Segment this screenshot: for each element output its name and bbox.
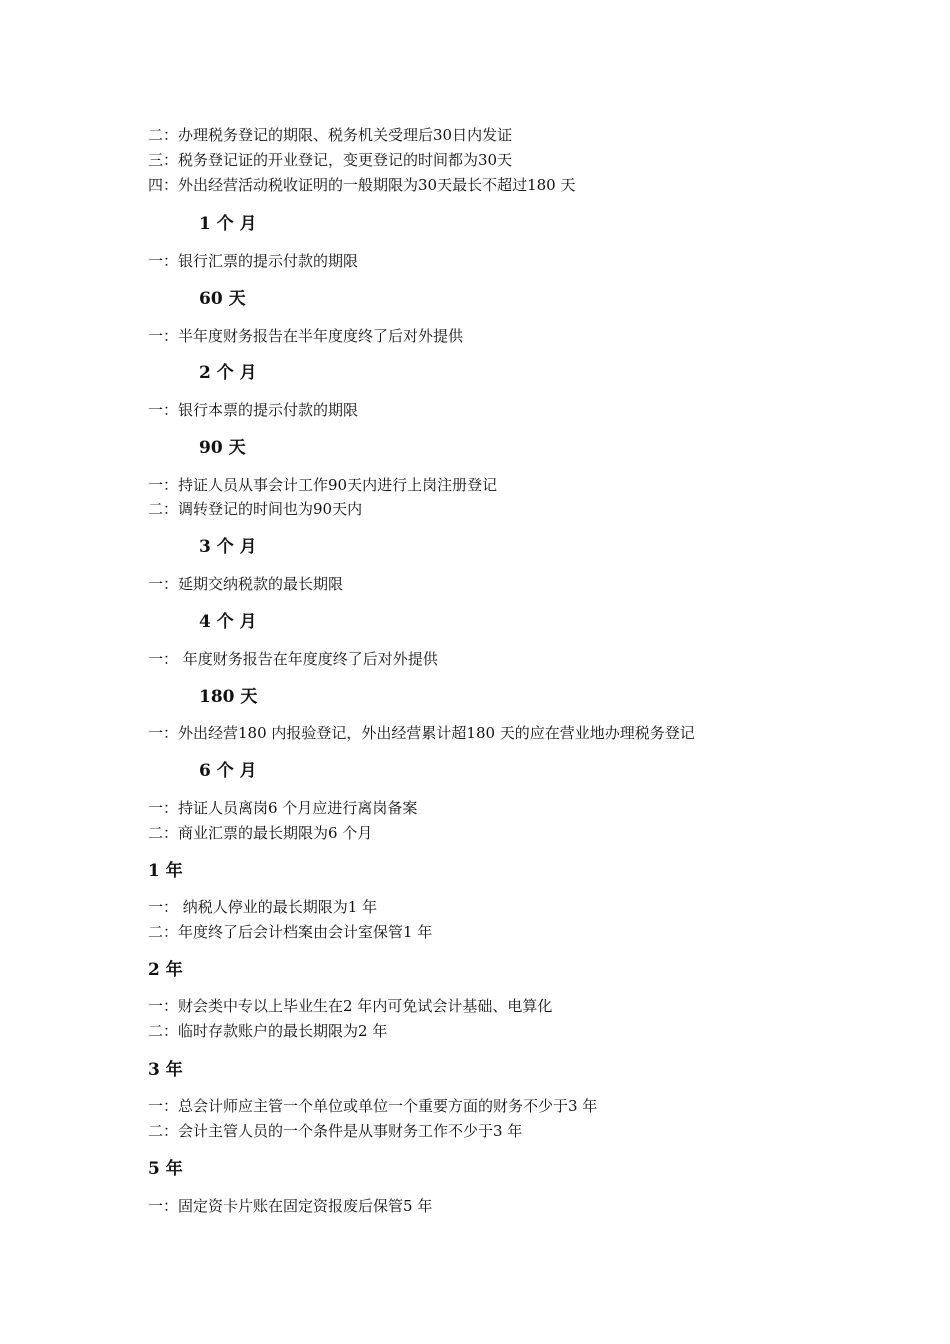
intro-line: 三：税务登记证的开业登记，变更登记的时间都为30天 [148, 151, 513, 169]
section-item: 一：总会计师应主管一个单位或单位一个重要方面的财务不少于3 年 [148, 1097, 598, 1115]
intro-line: 二：办理税务登记的期限、税务机关受理后30日内发证 [148, 126, 513, 144]
section-item: 一：外出经营180 内报验登记，外出经营累计超180 天的应在营业地办理税务登记 [148, 724, 695, 742]
section-heading: 4 个 月 [199, 612, 257, 632]
section-item: 二：年度终了后会计档案由会计室保管1 年 [148, 923, 433, 941]
section-item: 一：半年度财务报告在半年度度终了后对外提供 [148, 327, 464, 345]
section-heading: 3 个 月 [199, 537, 257, 557]
section-item: 一：银行本票的提示付款的期限 [148, 401, 359, 419]
section-item: 一：持证人员从事会计工作90天内进行上岗注册登记 [148, 476, 498, 494]
section-heading: 60 天 [199, 289, 246, 309]
section-heading: 6 个 月 [199, 761, 257, 781]
section-item: 一：延期交纳税款的最长期限 [148, 575, 344, 593]
section-item: 二：商业汇票的最长期限为6 个月 [148, 824, 373, 842]
section-heading: 90 天 [199, 438, 246, 458]
section-heading: 5 年 [148, 1159, 183, 1179]
section-item: 一：持证人员离岗6 个月应进行离岗备案 [148, 799, 418, 817]
section-item: 二：会计主管人员的一个条件是从事财务工作不少于3 年 [148, 1122, 523, 1140]
section-item: 一：银行汇票的提示付款的期限 [148, 252, 359, 270]
section-item: 一： 纳税人停业的最长期限为1 年 [148, 898, 378, 916]
section-item: 一：财会类中专以上毕业生在2 年内可免试会计基础、电算化 [148, 997, 553, 1015]
section-heading: 1 年 [148, 861, 183, 881]
section-item: 一：固定资卡片账在固定资报废后保管5 年 [148, 1197, 433, 1215]
section-item: 二：调转登记的时间也为90天内 [148, 500, 363, 518]
section-heading: 2 年 [148, 960, 183, 980]
section-heading: 2 个 月 [199, 363, 257, 383]
section-item: 二：临时存款账户的最长期限为2 年 [148, 1022, 388, 1040]
intro-line: 四：外出经营活动税收证明的一般期限为30天最长不超过180 天 [148, 176, 576, 194]
section-heading: 3 年 [148, 1060, 183, 1080]
section-heading: 1 个 月 [199, 214, 257, 234]
section-heading: 180 天 [199, 687, 258, 707]
section-item: 一： 年度财务报告在年度度终了后对外提供 [148, 650, 438, 668]
